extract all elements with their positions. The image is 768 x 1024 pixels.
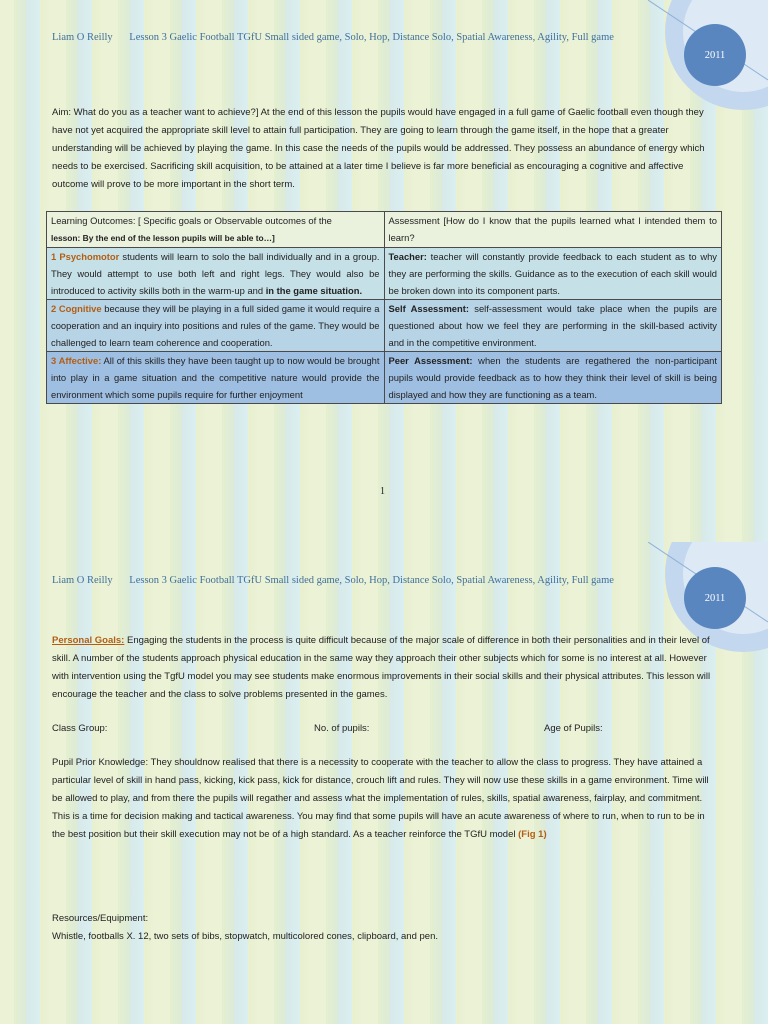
table-row xyxy=(47,248,722,300)
page-header xyxy=(52,32,614,43)
personal-goals-paragraph: Personal Goals: Engaging the students in the process is quite difficult because of the major scale of difference in both their personalities and in their level of skill. A number of the students approach physical education in the same way they approach their other subjects which for some is no interest at all. However with intervention using the TgfU model you may see students make enormous improvements in their social skills and their physical attributes. This lesson will encourage the teacher and the class to solve problems presented in the games. xyxy=(52,635,711,700)
prior-knowledge-paragraph: Pupil Prior Knowledge: They shouldnow realised that there is a necessity to cooperate with the teacher to allow the class to progress. They have attained a particular level of skill in hand pass, kicking, kick pass, kick for distance, crouch lift and rules. They will now use these skills in a game environment. Time will be allowed to play, and from there the pupils will regather and assess what the implementation of rules, skills, spatial awareness, fairplay, and commitment. This is a time for decision making and tactical awareness. You may find that some pupils will have an acute awareness of where to run, when to run to be in the best position but their skill execution may not be of a high standard. As a teacher reinforce the TGfU model (Fig 1) xyxy=(52,757,709,840)
header-title: Lesson 3 Gaelic Football TGfU Small sided game, Solo, Hop, Distance Solo, Spatial Awareness, Agility, Full game xyxy=(129,575,614,586)
self-assessment: Self Assessment: self-assessment would take place when the pupils are questioned about how we feel they are performing in the skill-based activity and in the competitive environment. xyxy=(384,300,722,352)
resources-list: Whistle, footballs X. 12, two sets of bibs, stopwatch, multicolored cones, clipboard, and pen. xyxy=(52,931,439,942)
resources-section xyxy=(52,910,718,946)
teacher-assessment: Teacher: teacher will constantly provide feedback to each student as to why they are performing the skills. Guidance as to the execution of each skill would be broken down into its component parts. xyxy=(384,248,722,300)
personal-goals-label: Personal Goals: xyxy=(52,635,125,646)
header-title: Lesson 3 Gaelic Football TGfU Small sided game, Solo, Hop, Distance Solo, Spatial Awareness, Agility, Full game xyxy=(129,32,614,43)
header-author: Liam O Reilly xyxy=(52,32,113,43)
table-row xyxy=(47,352,722,404)
table-row xyxy=(47,300,722,352)
assessment-header: Assessment [How do I know that the pupils learned what I intended them to learn? xyxy=(384,212,722,248)
page-2 xyxy=(0,542,768,1024)
learning-outcomes-table xyxy=(46,211,722,404)
num-pupils-label: No. of pupils: xyxy=(314,723,370,734)
learning-outcomes-header: Learning Outcomes: [ Specific goals or Observable outcomes of the lesson: By the end of the lesson pupils will be able to…] xyxy=(47,212,385,248)
header-author: Liam O Reilly xyxy=(52,575,113,586)
psychomotor-outcome: 1 Psychomotor students will learn to solo the ball individually and in a group. They would attempt to use both left and right legs. They would also be introduced to activity skills both in the warm-up and in the game situation. xyxy=(47,248,385,300)
fig-reference: (Fig 1) xyxy=(518,829,547,840)
page-number: 1 xyxy=(380,486,385,497)
table-row xyxy=(47,212,722,248)
affective-outcome: 3 Affective: All of this skills they have been taught up to now would be brought into play in a game situation and the competitive nature would provide the environment which some pupils require for further enjoyment xyxy=(47,352,385,404)
year-badge: 2011 xyxy=(684,24,746,86)
cognitive-outcome: 2 Cognitive because they will be playing in a full sided game it would require a cooperation and an inquiry into positions and rules of the game. They would be challenged to learn team coherence and cooperation. xyxy=(47,300,385,352)
resources-label: Resources/Equipment: xyxy=(52,913,149,924)
page-header xyxy=(52,575,614,586)
aim-paragraph: Aim: What do you as a teacher want to achieve?] At the end of this lesson the pupils would have engaged in a full game of Gaelic football even though they have not yet acquired the appropriate skill level to attain full participation. They are going to learn through the game itself, in the hope that a greater understanding will be achieved by playing the game. In this case the needs of the pupils would be addressed. They possess an abundance of energy which needs to be exercised. Sacrificing skill acquisition, to be attained at a later time I believe is far more beneficial as encouraging a cognitive and affective outcome will prove to be more important in the short term. xyxy=(52,107,705,190)
peer-assessment: Peer Assessment: when the students are regathered the non-participant pupils would provide feedback as to how they think their level of skill is being displayed and how they are functioning as a team. xyxy=(384,352,722,404)
age-pupils-label: Age of Pupils: xyxy=(544,723,603,734)
year-badge: 2011 xyxy=(684,567,746,629)
class-group-label: Class Group: xyxy=(52,723,108,734)
